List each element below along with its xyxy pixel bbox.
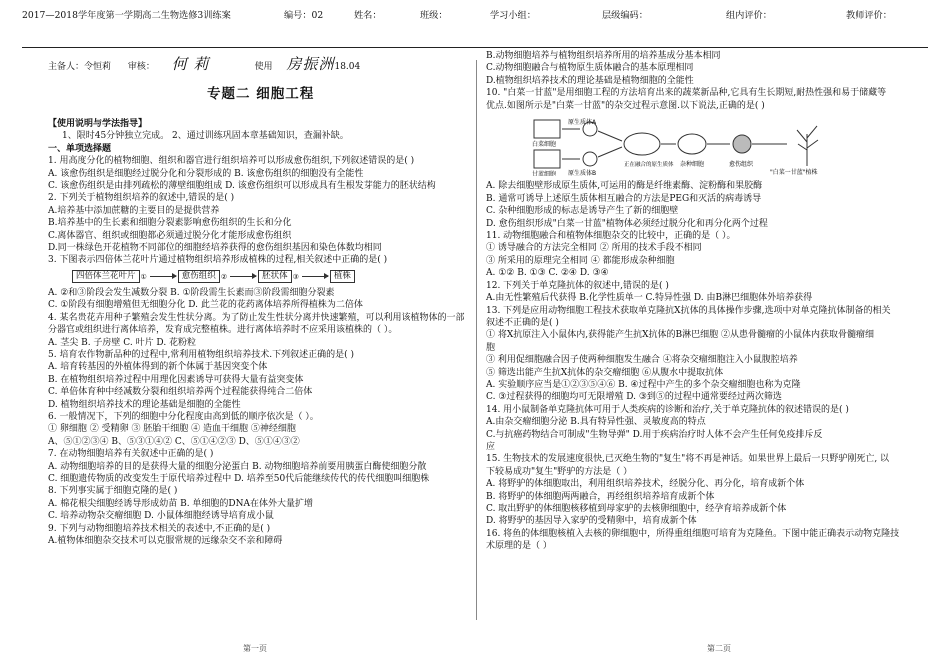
label-b: 甘蓝细胞	[532, 171, 557, 177]
instructions-heading: 【使用说明与学法指导】	[48, 119, 148, 129]
protoplast-b	[583, 152, 597, 166]
right-line: ⑤ 筛选出能产生抗X抗体的杂交瘤细胞 ⑥从腹水中提取抗体	[486, 367, 724, 378]
callus	[733, 135, 751, 153]
reviewer-signature: 何 莉	[171, 55, 210, 73]
right-line: A. ①② B. ①③ C. ②④ D. ③④	[486, 268, 609, 279]
cabbage-cell-b	[534, 150, 560, 168]
left-line: B.培养基中的生长素和细胞分裂素影响愈伤组织的生长和分化	[48, 218, 292, 229]
right-top-questions	[486, 50, 926, 112]
right-line: B. 将野驴的体细胞两两融合，再经组织培养培育成新个体	[486, 491, 715, 502]
right-line: 胞	[486, 342, 496, 353]
left-line: 9. 下列与动物细胞培养技术相关的表述中,不正确的是( )	[48, 523, 271, 534]
flow-mark: ②	[220, 272, 228, 281]
left-line: C. 培养动物杂交瘤细胞 D. 小鼠体细胞经诱导培育成小鼠	[48, 511, 274, 522]
left-line: C. 细胞遗传物质的改变发生于原代培养过程中 D. 培养至50代后能继续传代的传代细胞叫细胞株	[48, 473, 430, 484]
header-class: 班级：	[420, 10, 448, 21]
author: 主备人：令恒莉	[48, 62, 112, 72]
left-line: D. 植物组织培养技术的理论基础是细胞的全能性	[48, 399, 241, 410]
arrow-c	[598, 131, 622, 141]
right-line: 15. 生物技术的发展速度很快,已灭绝生物的"复生"将不再是神话。如果世界上最后一只野驴刚死亡, 以	[486, 454, 890, 465]
fusing-protoplast	[624, 133, 660, 155]
label-f: 杂种细胞	[680, 161, 705, 169]
flow-step: 四倍体兰花叶片	[72, 270, 140, 283]
right-line: D. 将野驴的基因导入家驴的受精卵中，培育成新个体	[486, 516, 697, 527]
left-line: A. ②和③阶段会发生减数分裂 B. ①阶段需生长素而③阶段需细胞分裂素	[48, 287, 335, 298]
label-e: 正在融合的原生质体	[624, 162, 674, 169]
right-line: 术原理的是（ ）	[486, 541, 552, 552]
right-line: 16. 将鱼的体细胞核植入去核的卵细胞中，所得重组细胞可培育为克隆鱼。下图中能正确表示动物克隆技	[486, 528, 900, 539]
section-heading: 一、单项选择题	[48, 143, 112, 154]
left-line: A. 动物细胞培养的目的是获得大量的细胞分泌蛋白 B. 动物细胞培养前要用胰蛋白酶使细胞分散	[48, 461, 427, 472]
left-line: A.植物体细胞杂交技术可以克服常规的远缘杂交不亲和障碍	[48, 536, 283, 546]
use-label: 使用	[254, 62, 273, 72]
left-line: 1. 用高度分化的植物细胞、组织和器官进行组织培养可以形成愈伤组织,下列叙述错误的是( )	[48, 156, 415, 167]
right-line: ③ 利用促细胞融合因子使两种细胞发生融合 ④将杂交瘤细胞注入小鼠腹腔培养	[486, 355, 798, 366]
right-line: ① 将X抗原注入小鼠体内,获得能产生抗X抗体的B淋巴细胞 ②从患骨髓瘤的小鼠体内获取骨髓瘤细	[486, 330, 875, 341]
left-line: A.培养基中添加蔗糖的主要目的是提供营养	[48, 205, 220, 216]
right-line: A.由杂交瘤细胞分泌 B.具有特异性强、灵敏度高的特点	[486, 417, 706, 428]
right-line: C. 杂种细胞形成的标志是诱导产生了新的细胞壁	[486, 206, 679, 217]
left-column	[48, 118, 468, 547]
flow-step: 植株	[330, 270, 355, 283]
left-line: 5. 培育农作物新品种的过程中,常利用植物组织培养技术.下列叙述正确的是( )	[48, 349, 355, 360]
plant-icon	[797, 126, 818, 166]
page-number-left: 第一页	[243, 644, 267, 653]
left-line: 2. 下列关于植物组织培养的叙述中,错误的是( )	[48, 193, 235, 204]
right-line: 应	[486, 441, 496, 452]
left-line: ① 卵细胞 ② 受精卵 ③ 胚胎干细胞 ④ 造血干细胞 ⑤神经细胞	[48, 424, 296, 435]
right-line: 13. 下列是应用动物细胞工程技术获取单克隆抗X抗体的具体操作步骤,选项中对单克隆抗体制备的相关	[486, 305, 891, 316]
right-line: C. ③过程获得的细胞均可无限增殖 D. ③到⑤的过程中通常要经过两次筛选	[486, 392, 782, 403]
flow-mark: ③	[292, 272, 299, 281]
cabbage-cell-a	[534, 120, 560, 138]
right-line: ③ 所采用的原理完全相同 ④ 都能形成杂种细胞	[486, 255, 675, 266]
flow-arrow	[150, 276, 176, 277]
left-line: 3. 下图表示四倍体兰花叶片通过植物组织培养形成植株的过程,相关叙述中正确的是( )	[48, 255, 388, 266]
right-line: C.与抗癌药物结合可制成"生物导弹" D.用于疾病治疗时人体不会产生任何免疫排斥反	[486, 429, 823, 440]
right-line: D. 愈伤组织形成"白菜一甘蓝"植物体必须经过脱分化和再分化两个过程	[486, 218, 768, 229]
right-line: 叙述不正确的是( )	[486, 317, 559, 328]
date: 18.04	[334, 62, 361, 72]
right-line: A.由无性繁殖后代获得 B.化学性质单一 C.特异性强 D. 由B淋巴细胞体外培养获得	[486, 293, 813, 304]
reviewer-label: 审核：	[127, 62, 155, 72]
use-signature: 房振洲	[286, 55, 335, 73]
left-questions	[48, 155, 468, 547]
header-name: 姓名：	[354, 10, 382, 21]
header-eval-teacher: 教师评价：	[846, 10, 892, 21]
right-line: C. 取出野驴的体细胞核移植到母家驴的去核卵细胞中，经孕育培养成新个体	[486, 504, 787, 514]
page-header	[22, 8, 928, 48]
left-line: 7. 在动物细胞培养有关叙述中正确的是( )	[48, 449, 214, 460]
left-line: 分器官或组织进行离体培养，发育成完整植株。进行离体培养时不应采用该植株的（ ）。	[48, 325, 398, 336]
header-level: 层级编码：	[602, 10, 648, 21]
right-line: 14. 用小鼠制备单克隆抗体可用于人类疾病的诊断和治疗,关于单克隆抗体的叙述错误的是( )	[486, 404, 849, 415]
arrow-d	[598, 147, 622, 157]
right_top-line: B.动物细胞培养与植物组织培养所用的培养基成分基本相同	[486, 51, 721, 61]
cabbage-hybrid-diagram	[532, 116, 842, 176]
left-line: 6. 一般情况下，下列的细胞中分化程度由高到低的顺序依次是（ ）。	[48, 411, 319, 422]
left-line: A. 培育转基因的外植体得到的新个体属于基因突变个体	[48, 362, 268, 373]
left-line: A. 茎尖 B. 子房壁 C. 叶片 D. 花粉粒	[48, 337, 197, 348]
right-column	[486, 50, 926, 553]
page-number-right: 第二页	[707, 644, 731, 653]
label-d: 原生质体B	[568, 170, 597, 177]
header-group: 学习小组：	[490, 10, 536, 21]
left-line: A. 棉花根尖细胞经诱导形成幼苗 B. 单细胞的DNA在体外大量扩增	[48, 498, 314, 509]
left-line: B. 在植物组织培养过程中用理化因素诱导可获得大量有益突变体	[48, 374, 304, 385]
right_top-line: C.动物细胞融合与植物原生质体融合的基本原理相同	[486, 63, 694, 74]
left-line: D.同一株绿色开花植物不同部位的细胞经培养获得的愈伤组织基因和染色体数均相同	[48, 243, 382, 254]
left-line: C. ①阶段有细胞增殖但无细胞分化 D. 此兰花的花药离体培养所得植株为二倍体	[48, 300, 363, 311]
header-number: 编号：02	[284, 10, 324, 21]
column-divider	[476, 60, 477, 620]
left-line: 4. 某名贵花卉用种子繁殖会发生性状分离。为了防止发生性状分离并快速繁殖，可以利用该植物体的一部	[48, 312, 465, 323]
right-line: 下较易成功"复生"野驴的方法是（ ）	[486, 466, 633, 477]
hybrid-cell	[678, 134, 706, 154]
right-line: B. 通常可诱导上述原生质体相互融合的方法是PEG和灭活的病毒诱导	[486, 193, 762, 204]
flow-step: 愈伤组织	[178, 270, 220, 283]
header-eval-group: 组内评价：	[726, 10, 772, 21]
left-line: C. 单倍体育种中经减数分裂和组织培养两个过程能获得纯合二倍体	[48, 387, 313, 398]
right-line: A. 实验顺序应当是①②③⑤④⑥ B. ④过程中产生的多个杂交瘤细胞也称为克隆	[486, 379, 801, 390]
page-title: 专题二 细胞工程	[207, 86, 315, 102]
left-line: C. 该愈伤组织是由排列疏松的薄壁细胞组成 D. 该愈伤组织可以形成具有生根发芽能力的胚状结构	[48, 181, 436, 192]
left-line: 8. 下列事实属于细胞克隆的是( )	[48, 486, 178, 497]
left-line: A、⑤①②③④ B、⑤③①④② C、⑤①④②③ D、⑤①④③②	[48, 436, 300, 447]
left-line: C.离体器官、组织或细胞都必须通过脱分化才能形成愈伤组织	[48, 230, 292, 241]
right-line: A. 将野驴的体细胞取出，利用组织培养技术，经脱分化、再分化，培育成新个体	[486, 479, 805, 490]
right_top-line: 10. "白菜一甘蓝"是用细胞工程的方法培育出来的蔬菜新品种,它具有生长期短,耐热性强和易于储藏等	[486, 88, 887, 99]
orchid-flow-diagram	[72, 269, 468, 285]
right-line: ① 诱导融合的方法完全相同 ② 所用的技术手段不相同	[486, 243, 702, 254]
right-line: 12. 下列关于单克隆抗体的叙述中,错误的是( )	[486, 280, 669, 291]
instructions-text: 1、限时45分钟独立完成。 2、通过训练巩固本章基础知识，查漏补缺。	[62, 131, 349, 142]
right_top-line: 优点.如图所示是"白菜一甘蓝"的杂交过程示意图.以下说法,正确的是( )	[486, 100, 765, 111]
flow-arrow	[230, 276, 256, 277]
left-line: A. 该愈伤组织是细胞经过脱分化和分裂形成的 B. 该愈伤组织的细胞没有全能性	[48, 168, 364, 179]
right-questions	[486, 180, 926, 552]
flow-mark: ①	[140, 272, 147, 281]
label-h: "白菜一甘蓝"植株	[770, 169, 818, 177]
label-g: 愈伤组织	[729, 161, 754, 169]
right-line: 11. 动物细胞融合和植物体细胞杂交的比较中，正确的是（ ）。	[486, 231, 736, 242]
flow-step: 胚状体	[258, 270, 292, 283]
author-line	[48, 55, 374, 73]
header-course: 2017—2018学年度第一学期高二生物选修3训练案	[22, 10, 231, 21]
right_top-line: D.植物组织培养技术的理论基础是植物细胞的全能性	[486, 75, 694, 86]
right-line: A. 除去细胞壁形成原生质体,可运用的酶是纤维素酶、淀粉酶和果胶酶	[486, 181, 763, 192]
flow-arrow	[302, 276, 328, 277]
label-c: 原生质体A	[568, 119, 597, 127]
label-a: 白菜细胞	[532, 141, 557, 149]
